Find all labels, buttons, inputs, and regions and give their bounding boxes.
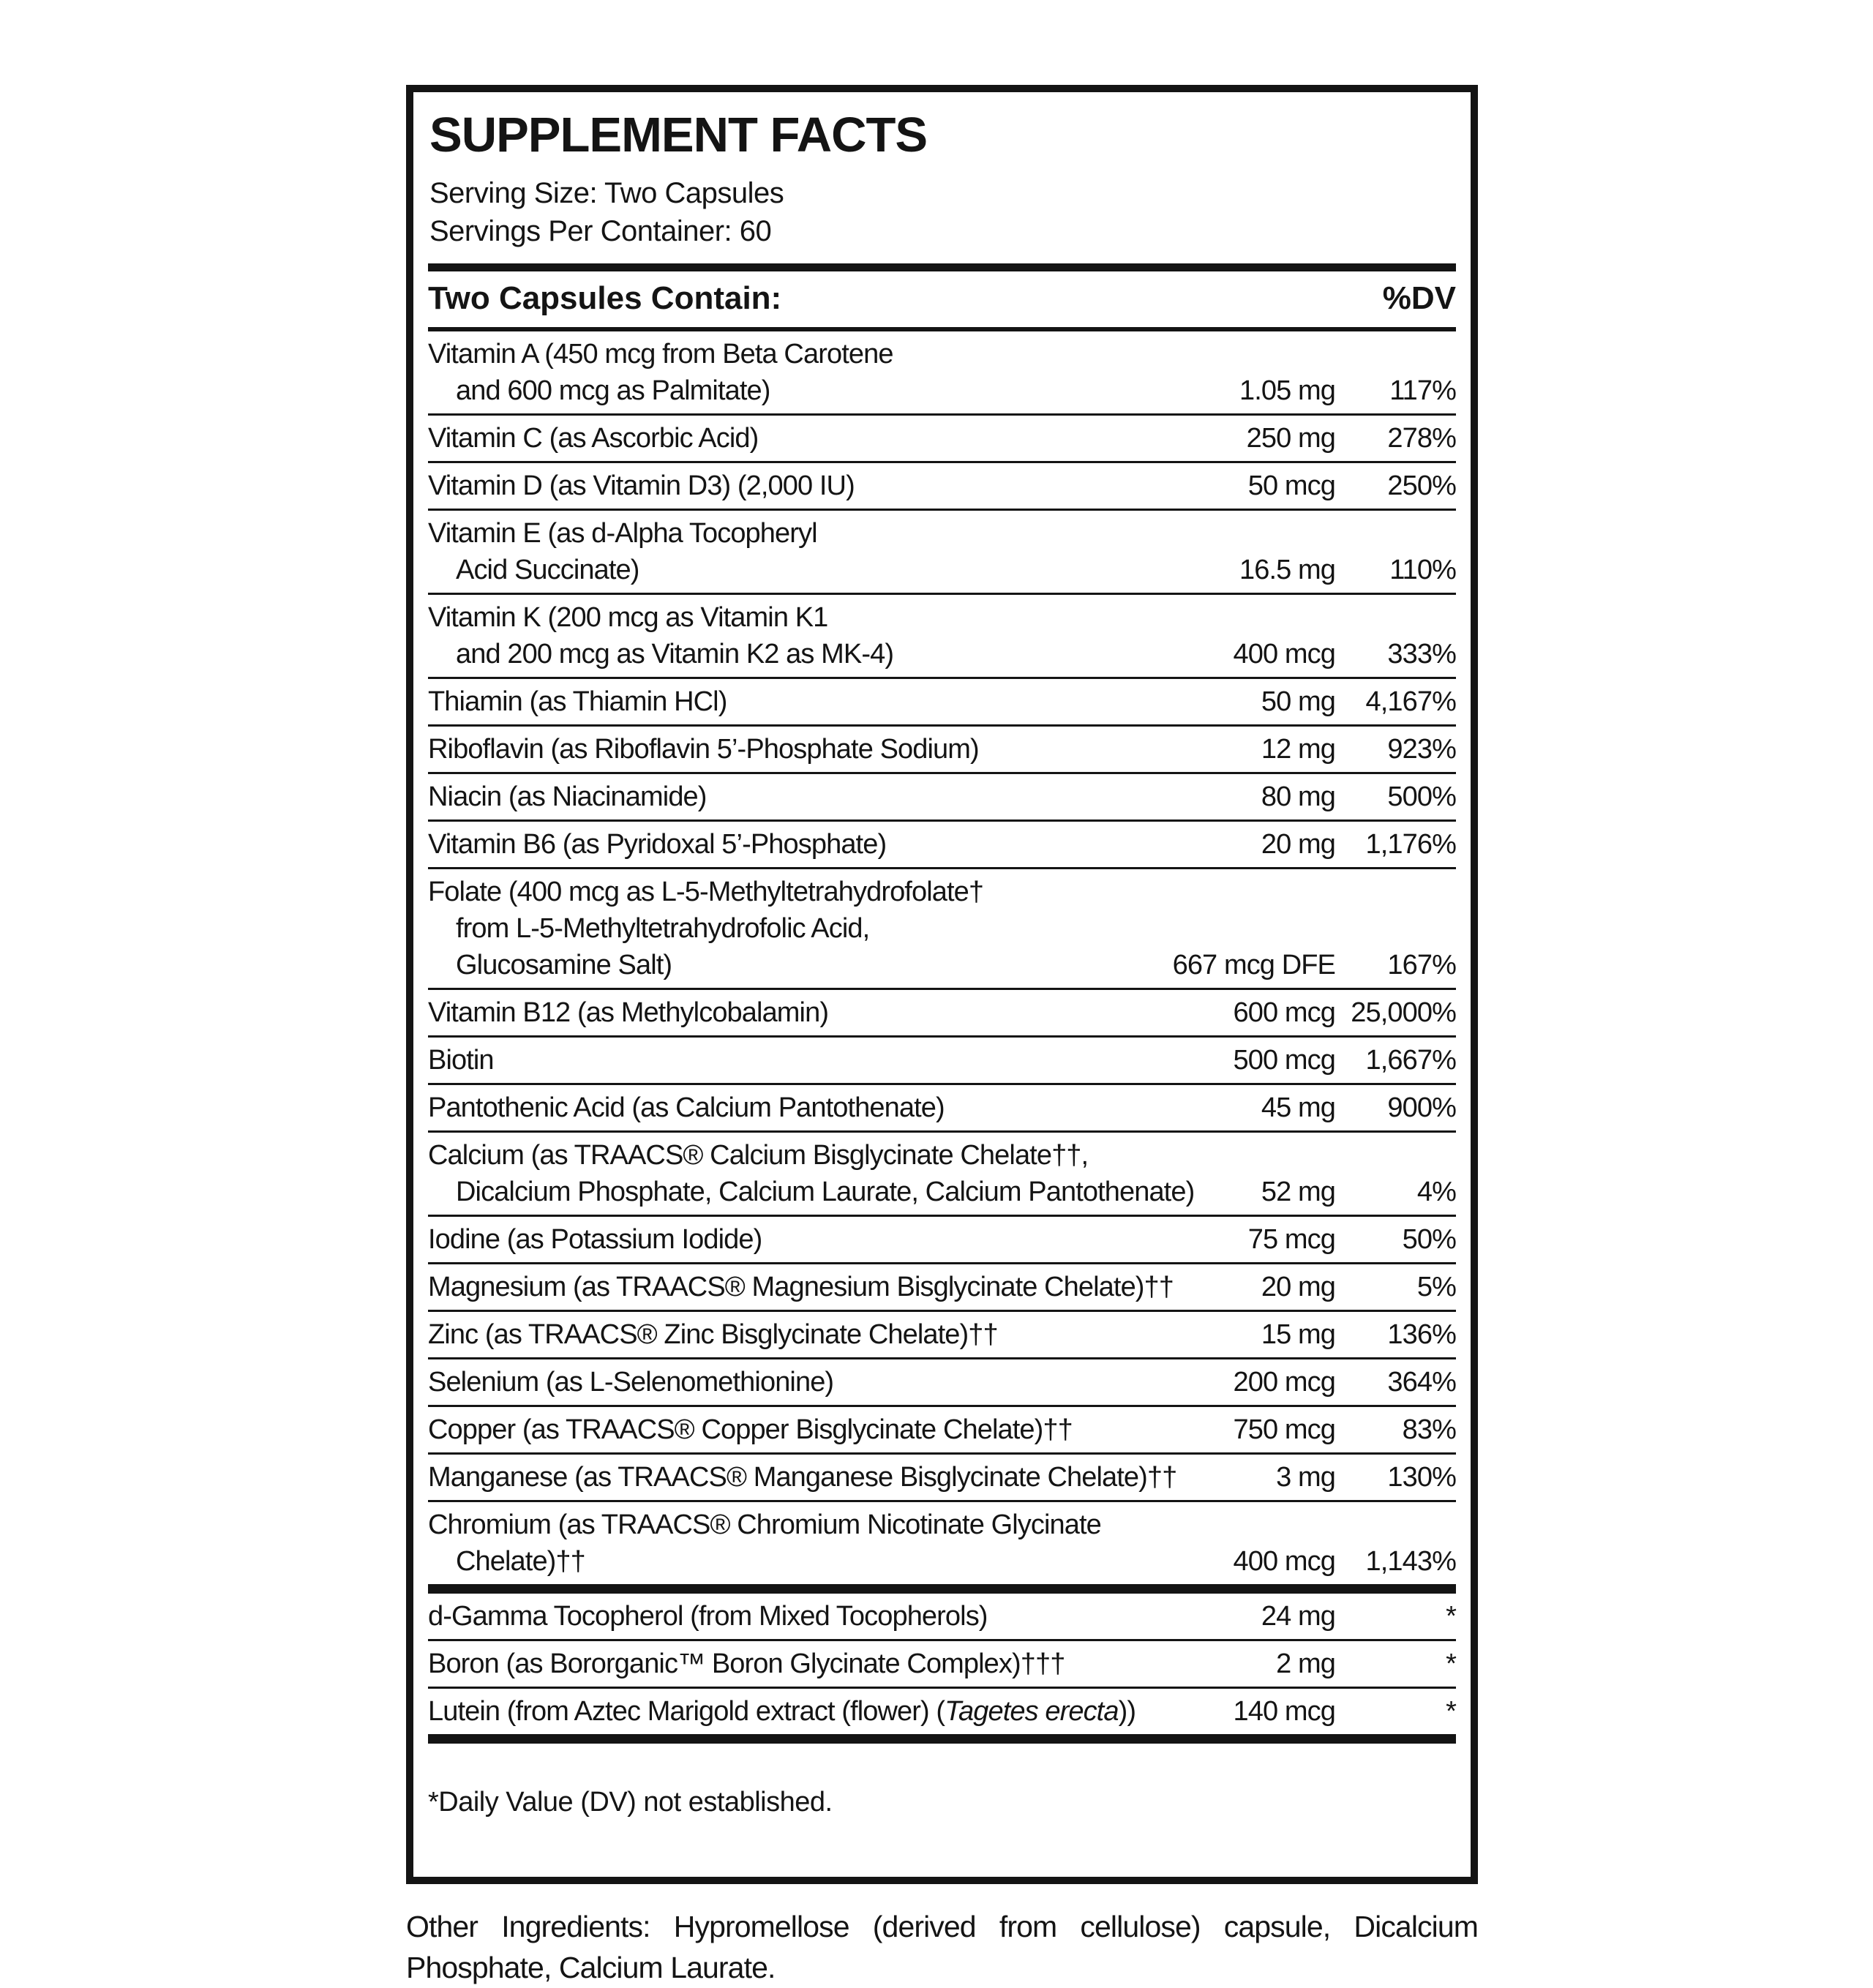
nutrient-amount: 50 mg bbox=[1261, 686, 1335, 718]
nutrient-line bbox=[428, 826, 1456, 863]
nutrient-line bbox=[428, 515, 1456, 552]
nutrient-name: Dicalcium Phosphate, Calcium Laurate, Calcium Pantothenate) bbox=[456, 1177, 1195, 1208]
nutrient-amount: 2 mg bbox=[1276, 1648, 1335, 1680]
nutrient-row bbox=[428, 867, 1456, 988]
nutrient-name: Riboflavin (as Riboflavin 5’-Phosphate Sodium) bbox=[428, 734, 979, 765]
divider-thick-group-bottom bbox=[428, 1734, 1456, 1744]
nutrient-line bbox=[428, 372, 1456, 409]
nutrient-dv: 5% bbox=[1416, 1272, 1456, 1303]
nutrient-line bbox=[428, 1137, 1456, 1174]
nutrient-row bbox=[428, 1262, 1456, 1310]
nutrient-line bbox=[428, 1364, 1456, 1400]
nutrient-line bbox=[428, 468, 1456, 504]
nutrient-line bbox=[428, 1042, 1456, 1079]
nutrient-dv: 1,176% bbox=[1365, 829, 1456, 860]
nutrient-row bbox=[428, 819, 1456, 867]
servings-per-container-text: Servings Per Container: 60 bbox=[429, 215, 772, 248]
nutrient-row bbox=[428, 1310, 1456, 1357]
nutrient-row bbox=[428, 1639, 1456, 1687]
nutrient-line bbox=[428, 1221, 1456, 1258]
nutrient-name bbox=[428, 1693, 1136, 1730]
nutrient-name: Vitamin K (200 mcg as Vitamin K1 bbox=[428, 602, 828, 634]
table-column-header bbox=[428, 271, 1456, 327]
divider-thick-top bbox=[428, 263, 1456, 271]
nutrient-row bbox=[428, 413, 1456, 461]
nutrient-amount: 20 mg bbox=[1261, 829, 1335, 860]
nutrient-row bbox=[428, 593, 1456, 677]
nutrient-name: Vitamin E (as d-Alpha Tocopheryl bbox=[428, 518, 817, 549]
nutrient-row bbox=[428, 772, 1456, 819]
nutrient-dv: 278% bbox=[1387, 423, 1456, 454]
nutrient-row bbox=[428, 1594, 1456, 1639]
nutrient-amount: 600 mcg bbox=[1233, 997, 1335, 1029]
nutrient-amount: 500 mcg bbox=[1233, 1045, 1335, 1076]
nutrient-row bbox=[428, 724, 1456, 772]
nutrient-row bbox=[428, 988, 1456, 1035]
nutrient-name: Chelate)†† bbox=[456, 1546, 585, 1578]
nutrient-line bbox=[428, 1316, 1456, 1353]
panel-title: SUPPLEMENT FACTS bbox=[429, 108, 928, 162]
nutrient-row bbox=[428, 461, 1456, 509]
nutrient-label-part: )) bbox=[1118, 1696, 1136, 1728]
nutrient-line bbox=[428, 779, 1456, 815]
nutrient-amount: 250 mg bbox=[1246, 423, 1335, 454]
nutrient-amount: 3 mg bbox=[1276, 1462, 1335, 1493]
label-area bbox=[406, 85, 1478, 1988]
nutrient-dv: 364% bbox=[1387, 1367, 1456, 1398]
nutrient-amount: 667 mcg DFE bbox=[1172, 950, 1335, 981]
nutrient-line bbox=[428, 1646, 1456, 1682]
nutrient-name: Copper (as TRAACS® Copper Bisglycinate Chelate)†† bbox=[428, 1414, 1073, 1446]
nutrient-amount: 50 mcg bbox=[1247, 470, 1335, 502]
serving-size-text: Serving Size: Two Capsules bbox=[429, 177, 784, 210]
nutrient-row bbox=[428, 1405, 1456, 1452]
nutrient-name: Manganese (as TRAACS® Manganese Bisglycinate Chelate)†† bbox=[428, 1462, 1177, 1493]
nutrient-line bbox=[428, 683, 1456, 720]
nutrient-dv: 4% bbox=[1416, 1177, 1456, 1208]
nutrient-row bbox=[428, 509, 1456, 593]
nutrient-row bbox=[428, 1452, 1456, 1500]
nutrient-name: Selenium (as L-Selenomethionine) bbox=[428, 1367, 834, 1398]
nutrient-amount: 1.05 mg bbox=[1239, 375, 1335, 407]
nutrient-row bbox=[428, 677, 1456, 724]
nutrient-amount: 12 mg bbox=[1261, 734, 1335, 765]
nutrient-line bbox=[428, 1269, 1456, 1305]
divider-thick-group-top bbox=[428, 1584, 1456, 1594]
nutrient-name: Niacin (as Niacinamide) bbox=[428, 781, 707, 813]
nutrient-dv: 1,667% bbox=[1365, 1045, 1456, 1076]
nutrient-line bbox=[428, 599, 1456, 636]
nutrient-amount: 140 mcg bbox=[1233, 1696, 1335, 1728]
nutrient-dv: 923% bbox=[1387, 734, 1456, 765]
nutrient-line bbox=[428, 874, 1456, 910]
nutrient-line bbox=[428, 1543, 1456, 1580]
nutrient-label-part: Tagetes erecta bbox=[945, 1696, 1119, 1728]
nutrient-line bbox=[428, 420, 1456, 457]
nutrient-name: Magnesium (as TRAACS® Magnesium Bisglycinate Chelate)†† bbox=[428, 1272, 1174, 1303]
nutrient-dv: 25,000% bbox=[1351, 997, 1456, 1029]
nutrient-table-main bbox=[428, 331, 1456, 1584]
nutrient-dv: * bbox=[1446, 1648, 1456, 1680]
nutrient-row bbox=[428, 1357, 1456, 1405]
nutrient-amount: 75 mcg bbox=[1247, 1224, 1335, 1256]
nutrient-name: Vitamin A (450 mcg from Beta Carotene bbox=[428, 339, 893, 370]
nutrient-dv: 136% bbox=[1387, 1319, 1456, 1351]
nutrient-name: Vitamin B12 (as Methylcobalamin) bbox=[428, 997, 829, 1029]
nutrient-dv: * bbox=[1446, 1696, 1456, 1728]
nutrient-name: and 200 mcg as Vitamin K2 as MK-4) bbox=[456, 639, 894, 670]
nutrient-amount: 400 mcg bbox=[1233, 639, 1335, 670]
nutrient-line bbox=[428, 1459, 1456, 1496]
nutrient-name: Pantothenic Acid (as Calcium Pantothenate) bbox=[428, 1092, 945, 1124]
nutrient-row bbox=[428, 1500, 1456, 1584]
nutrient-name: d-Gamma Tocopherol (from Mixed Tocopherols) bbox=[428, 1601, 988, 1632]
nutrient-label-part: Lutein (from Aztec Marigold extract (flower) ( bbox=[428, 1696, 945, 1728]
supplement-facts-panel bbox=[406, 85, 1478, 1884]
nutrient-row bbox=[428, 1083, 1456, 1130]
column-header-dv: %DV bbox=[1382, 280, 1456, 317]
nutrient-name: Chromium (as TRAACS® Chromium Nicotinate Glycinate bbox=[428, 1509, 1101, 1541]
nutrient-name: from L-5-Methyltetrahydrofolic Acid, bbox=[456, 913, 870, 945]
nutrient-line bbox=[428, 1089, 1456, 1126]
nutrient-row bbox=[428, 1035, 1456, 1083]
nutrient-dv: 1,143% bbox=[1365, 1546, 1456, 1578]
nutrient-name: Acid Succinate) bbox=[456, 555, 639, 586]
nutrient-name: and 600 mcg as Palmitate) bbox=[456, 375, 770, 407]
nutrient-dv: 110% bbox=[1389, 555, 1456, 586]
nutrient-dv: 4,167% bbox=[1365, 686, 1456, 718]
nutrient-amount: 15 mg bbox=[1261, 1319, 1335, 1351]
nutrient-line bbox=[428, 636, 1456, 672]
nutrient-amount: 750 mcg bbox=[1233, 1414, 1335, 1446]
nutrient-name: Vitamin C (as Ascorbic Acid) bbox=[428, 423, 759, 454]
nutrient-amount: 400 mcg bbox=[1233, 1546, 1335, 1578]
nutrient-line bbox=[428, 552, 1456, 588]
nutrient-amount: 45 mg bbox=[1261, 1092, 1335, 1124]
nutrient-dv: 83% bbox=[1402, 1414, 1456, 1446]
nutrient-dv: * bbox=[1446, 1601, 1456, 1632]
nutrient-amount: 52 mg bbox=[1261, 1177, 1335, 1208]
nutrient-amount: 24 mg bbox=[1261, 1601, 1335, 1632]
nutrient-dv: 333% bbox=[1387, 639, 1456, 670]
nutrient-amount: 20 mg bbox=[1261, 1272, 1335, 1303]
nutrient-dv: 117% bbox=[1389, 375, 1456, 407]
nutrient-name: Thiamin (as Thiamin HCl) bbox=[428, 686, 727, 718]
nutrient-line bbox=[428, 947, 1456, 983]
nutrient-name: Zinc (as TRAACS® Zinc Bisglycinate Chelate)†† bbox=[428, 1319, 998, 1351]
nutrient-name: Folate (400 mcg as L-5-Methyltetrahydrofolate† bbox=[428, 877, 984, 908]
nutrient-name: Biotin bbox=[428, 1045, 494, 1076]
nutrient-line bbox=[428, 1411, 1456, 1448]
nutrient-line bbox=[428, 1174, 1456, 1210]
nutrient-name: Vitamin B6 (as Pyridoxal 5’-Phosphate) bbox=[428, 829, 887, 860]
other-ingredients-text: Other Ingredients: Hypromellose (derived from cellulose) capsule, Dicalcium Phosphate, Calcium Laurate. bbox=[406, 1910, 1478, 1985]
nutrient-row bbox=[428, 1130, 1456, 1215]
nutrient-line bbox=[428, 1507, 1456, 1543]
nutrient-row bbox=[428, 1687, 1456, 1734]
nutrient-dv: 167% bbox=[1387, 950, 1456, 981]
nutrient-line bbox=[428, 1598, 1456, 1635]
nutrient-line bbox=[428, 994, 1456, 1031]
nutrient-line bbox=[428, 336, 1456, 372]
daily-value-footnote: *Daily Value (DV) not established. bbox=[428, 1787, 833, 1818]
column-header-contains: Two Capsules Contain: bbox=[428, 280, 782, 317]
nutrient-line bbox=[428, 731, 1456, 768]
nutrient-name: Vitamin D (as Vitamin D3) (2,000 IU) bbox=[428, 470, 855, 502]
nutrient-row bbox=[428, 1215, 1456, 1262]
nutrient-name: Calcium (as TRAACS® Calcium Bisglycinate Chelate††, bbox=[428, 1140, 1089, 1171]
nutrient-name: Boron (as Bororganic™ Boron Glycinate Complex)††† bbox=[428, 1648, 1065, 1680]
nutrient-dv: 130% bbox=[1387, 1462, 1456, 1493]
nutrient-name: Iodine (as Potassium Iodide) bbox=[428, 1224, 762, 1256]
nutrient-line bbox=[428, 910, 1456, 947]
nutrient-dv: 250% bbox=[1387, 470, 1456, 502]
nutrient-amount: 80 mg bbox=[1261, 781, 1335, 813]
nutrient-dv: 900% bbox=[1387, 1092, 1456, 1124]
nutrient-amount: 200 mcg bbox=[1233, 1367, 1335, 1398]
nutrient-line bbox=[428, 1693, 1456, 1730]
nutrient-name: Glucosamine Salt) bbox=[456, 950, 672, 981]
nutrient-dv: 50% bbox=[1402, 1224, 1456, 1256]
nutrient-table-no-dv bbox=[428, 1594, 1456, 1734]
nutrient-amount: 16.5 mg bbox=[1239, 555, 1335, 586]
nutrient-dv: 500% bbox=[1387, 781, 1456, 813]
nutrient-row bbox=[428, 331, 1456, 413]
